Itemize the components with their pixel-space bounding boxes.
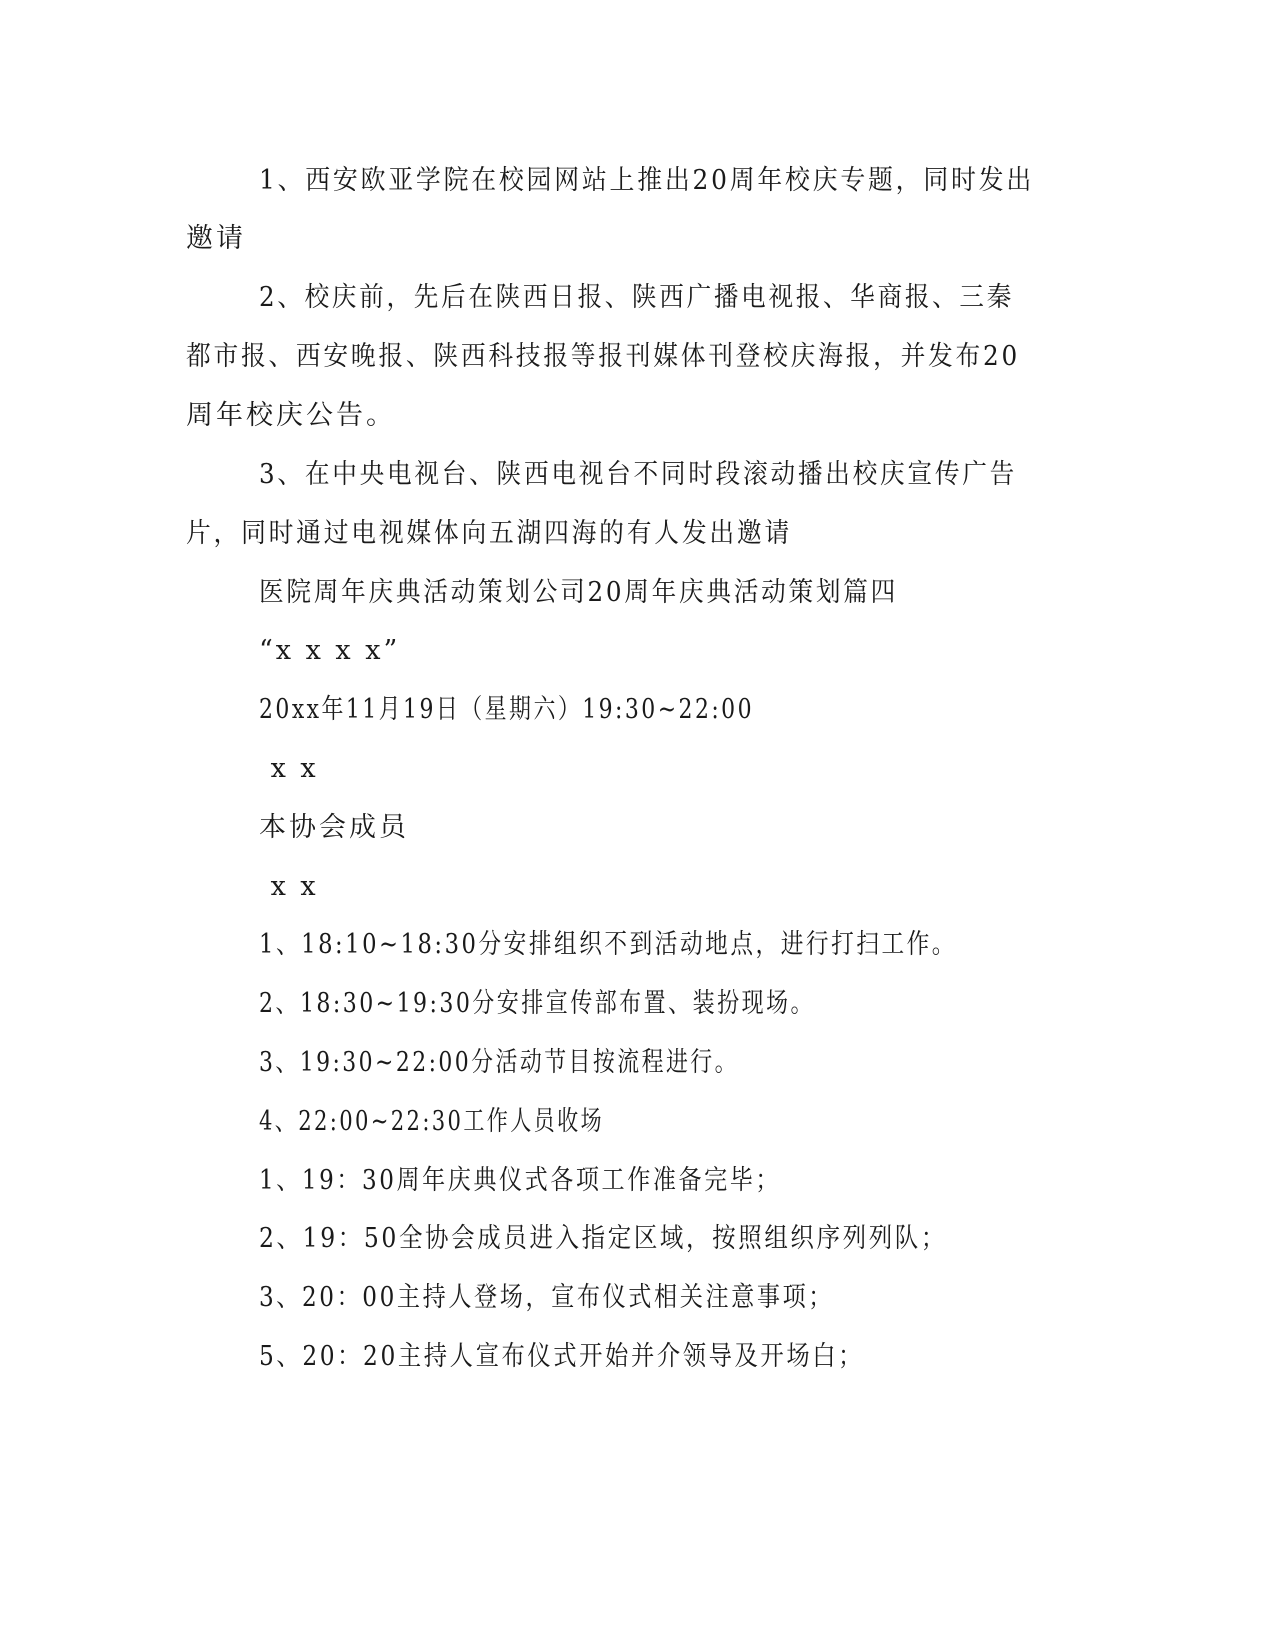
ceremony-step-1: 1、19：30周年庆典仪式各项工作准备完毕； (259, 1165, 781, 1196)
schedule-item-2: 2、18:30~19:30分安排宣传部布置、装扮现场。 (259, 988, 815, 1019)
event-participants: 本协会成员 (259, 812, 409, 843)
ceremony-step-2: 2、19：50全协会成员进入指定区域，按照组织序列列队； (259, 1223, 947, 1254)
paragraph-2-line-3: 周年校庆公告。 (186, 400, 396, 431)
section-heading: 医院周年庆典活动策划公司20周年庆典活动策划篇四 (259, 577, 898, 608)
schedule-item-1: 1、18:10~18:30分安排组织不到活动地点，进行打扫工作。 (259, 929, 957, 960)
schedule-item-3: 3、19:30~22:00分活动节目按流程进行。 (259, 1047, 739, 1078)
schedule-item-4: 4、22:00~22:30工作人员收场 (259, 1106, 604, 1137)
paragraph-2-line-1: 2、校庆前，先后在陕西日报、陕西广播电视报、华商报、三秦 (259, 282, 1014, 313)
event-time: 20xx年11月19日（星期六）19:30~22:00 (259, 694, 754, 725)
ceremony-step-3: 3、20：00主持人登场，宣布仪式相关注意事项； (259, 1282, 834, 1313)
paragraph-2-line-2: 都市报、西安晚报、陕西科技报等报刊媒体刊登校庆海报，并发布20 (186, 341, 1020, 372)
event-name: “x x x x” (259, 635, 401, 666)
paragraph-3-line-2: 片，同时通过电视媒体向五湖四海的有人发出邀请 (186, 518, 792, 549)
event-location: x x (259, 753, 319, 784)
paragraph-1-line-2: 邀请 (186, 223, 246, 254)
paragraph-1-line-1: 1、西安欧亚学院在校园网站上推出20周年校庆专题，同时发出 (259, 165, 1034, 196)
ceremony-step-5: 5、20：20主持人宣布仪式开始并介领导及开场白； (259, 1341, 864, 1372)
paragraph-3-line-1: 3、在中央电视台、陕西电视台不同时段滚动播出校庆宣传广告 (259, 459, 1017, 490)
event-organizer: x x (259, 871, 319, 902)
